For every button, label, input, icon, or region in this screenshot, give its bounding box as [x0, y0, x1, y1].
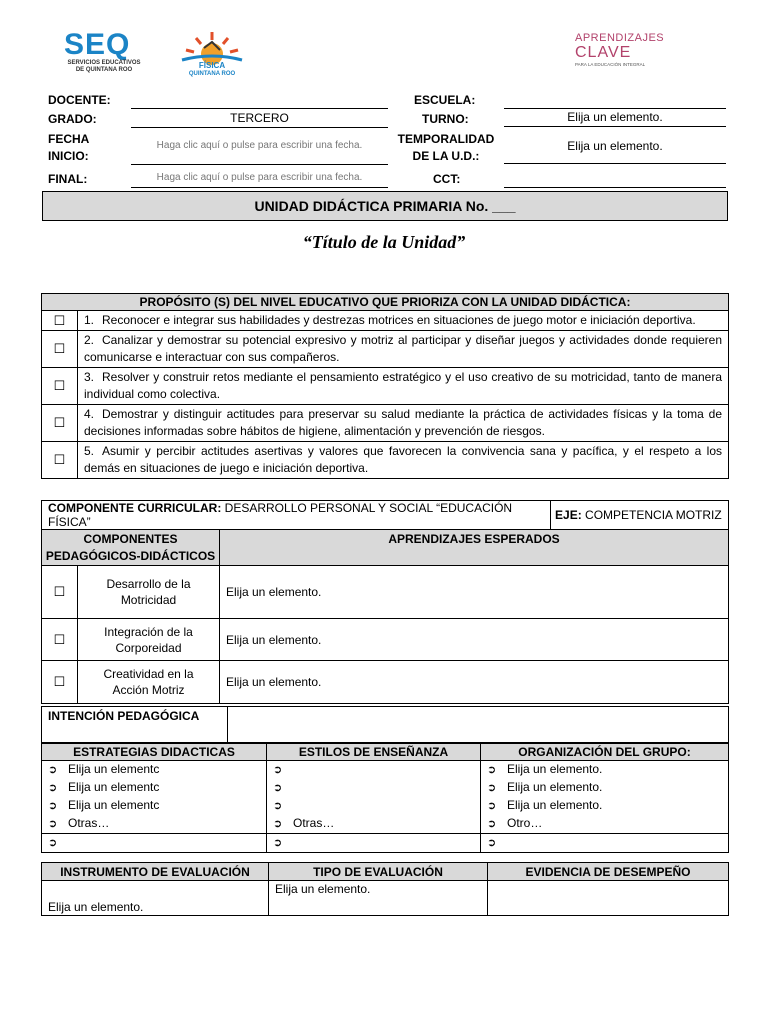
- purpose-text: [78, 368, 729, 405]
- componente-curricular-cell: [42, 501, 551, 530]
- componentes-header-line-1: COMPONENTES: [83, 531, 178, 546]
- purpose-number: 5.: [84, 444, 95, 458]
- purpose-description: Reconocer e integrar sus habilidades y destrezas motrices en situaciones de juego motor e iniciación deportiva.: [102, 313, 696, 327]
- componente-row: [42, 619, 729, 661]
- organizacion-item[interactable]: [481, 833, 728, 852]
- escuela-field[interactable]: [504, 94, 726, 109]
- estrategia-value: Elija un elementc: [68, 762, 160, 776]
- arrow-icon: ➲: [273, 764, 283, 776]
- seq-logo-text: SEQ: [64, 28, 131, 61]
- curricular-table: [41, 500, 729, 704]
- turno-label: TURNO:: [422, 112, 469, 126]
- ak-logo-main: CLAVE: [575, 44, 632, 61]
- unit-heading: UNIDAD DIDÁCTICA PRIMARIA No. ___: [42, 191, 728, 221]
- organizacion-value: Elija un elemento.: [507, 762, 603, 776]
- aprendizaje-dropdown[interactable]: Elija un elemento.: [220, 661, 729, 704]
- componente-name: [78, 619, 220, 661]
- arrow-icon: ➲: [487, 782, 497, 794]
- componente-name-line-2: Corporeidad: [115, 640, 182, 655]
- ef-logo-line-1: FÍSICA: [198, 61, 226, 70]
- arrow-icon: ➲: [48, 837, 58, 849]
- estilos-header: ESTILOS DE ENSEÑANZA: [267, 744, 481, 761]
- tipo-header: TIPO DE EVALUACIÓN: [269, 863, 488, 881]
- temporalidad-label: [396, 131, 496, 165]
- instrumento-header: INSTRUMENTO DE EVALUACIÓN: [42, 863, 269, 881]
- fecha-final-field[interactable]: Haga clic aquí o pulse para escribir una fecha.: [131, 172, 388, 188]
- estrategia-value: Elija un elementc: [68, 780, 160, 794]
- arrow-icon: ➲: [273, 800, 283, 812]
- estrategia-item[interactable]: [42, 761, 266, 779]
- intencion-label: INTENCIÓN PEDAGÓGICA: [42, 707, 228, 743]
- componente-row: [42, 661, 729, 704]
- purpose-number: 2.: [84, 333, 95, 347]
- purpose-row: [42, 368, 729, 405]
- componente-checkbox[interactable]: ☐: [42, 619, 78, 661]
- eje-value: COMPETENCIA MOTRIZ: [585, 508, 722, 522]
- organizacion-value: Elija un elemento.: [507, 798, 603, 812]
- turno-dropdown[interactable]: Elija un elemento.: [504, 110, 726, 127]
- purpose-checkbox[interactable]: ☐: [42, 368, 78, 405]
- ak-logo-top: APRENDIZAJES: [575, 32, 665, 44]
- strategies-table: [41, 743, 729, 853]
- estrategia-item[interactable]: [42, 797, 266, 815]
- ef-logo-line-2: QUINTANA ROO: [188, 71, 236, 77]
- evidencia-field[interactable]: [488, 881, 729, 916]
- seq-logo: [64, 30, 144, 74]
- cct-label: CCT:: [433, 172, 461, 186]
- organizacion-list: [481, 761, 729, 853]
- purpose-checkbox[interactable]: ☐: [42, 311, 78, 331]
- estrategia-value: Otras…: [68, 816, 110, 830]
- componente-value: DESARROLLO PERSONAL Y SOCIAL “EDUCACIÓN FÍSICA”: [48, 501, 513, 529]
- tipo-dropdown[interactable]: Elija un elemento.: [269, 881, 488, 916]
- organizacion-item[interactable]: [481, 797, 728, 815]
- componente-name-line-1: Desarrollo de la: [106, 577, 191, 591]
- estilo-item[interactable]: [267, 833, 480, 852]
- purpose-text: [78, 331, 729, 368]
- componente-name-line-1: Creatividad en la: [103, 667, 194, 681]
- intencion-table: [41, 706, 729, 743]
- arrow-icon: ➲: [273, 782, 283, 794]
- purpose-description: Resolver y construir retos mediante el pensamiento estratégico y el uso creativo de su motricidad, tanto de manera individual como colectiva.: [84, 370, 723, 401]
- componente-name: [78, 661, 220, 704]
- arrow-icon: ➲: [487, 764, 497, 776]
- estilos-list: [267, 761, 481, 853]
- fecha-inicio-label: [48, 131, 89, 165]
- purpose-row: [42, 311, 729, 331]
- organizacion-value: Elija un elemento.: [507, 780, 603, 794]
- componente-label: COMPONENTE CURRICULAR:: [48, 501, 222, 515]
- cct-field[interactable]: [504, 172, 726, 188]
- estrategia-value: Elija un elementc: [68, 798, 160, 812]
- estilo-item[interactable]: [267, 761, 480, 779]
- temporalidad-label-line-2: DE LA U.D.:: [412, 149, 480, 163]
- estilo-item[interactable]: [267, 779, 480, 797]
- arrow-icon: ➲: [48, 782, 58, 794]
- arrow-icon: ➲: [273, 837, 283, 849]
- instrumento-dropdown[interactable]: Elija un elemento.: [42, 881, 269, 916]
- intencion-field[interactable]: [228, 707, 729, 743]
- eje-label: EJE:: [555, 508, 582, 522]
- organizacion-item[interactable]: [481, 815, 728, 833]
- evidencia-header: EVIDENCIA DE DESEMPEÑO: [488, 863, 729, 881]
- purpose-row: [42, 331, 729, 368]
- estrategia-item[interactable]: [42, 833, 266, 852]
- educacion-fisica-logo: [172, 28, 252, 78]
- final-label: FINAL:: [48, 172, 88, 186]
- estrategias-header: ESTRATEGIAS DIDACTICAS: [42, 744, 267, 761]
- escuela-label: ESCUELA:: [414, 93, 476, 107]
- arrow-icon: ➲: [48, 764, 58, 776]
- arrow-icon: ➲: [487, 837, 497, 849]
- organizacion-value: Otro…: [507, 816, 543, 830]
- arrow-icon: ➲: [48, 800, 58, 812]
- arrow-icon: ➲: [273, 818, 283, 830]
- purpose-description: Demostrar y distinguir actitudes para preservar su salud mediante la práctica de actividades físicas y la toma de decisiones informadas sobre hábitos de higiene, alimentación y prevención de riesgos.: [84, 407, 723, 438]
- fecha-label-line-2: INICIO:: [48, 149, 89, 163]
- purposes-table: [41, 293, 729, 479]
- purpose-description: Canalizar y demostrar su potencial expresivo y motriz al participar y diseñar juegos y actividades donde requieren comunicarse e interactuar con sus compañeros.: [84, 333, 723, 364]
- purpose-checkbox[interactable]: ☐: [42, 405, 78, 442]
- estrategia-item[interactable]: [42, 779, 266, 797]
- unit-title[interactable]: “Título de la Unidad”: [302, 232, 466, 252]
- componente-name-line-2: Acción Motriz: [112, 683, 185, 697]
- organizacion-item[interactable]: [481, 779, 728, 797]
- temporalidad-label-line-1: TEMPORALIDAD: [397, 132, 495, 146]
- seq-logo-subtitle-2: DE QUINTANA ROO: [75, 67, 133, 73]
- purpose-number: 4.: [84, 407, 95, 421]
- ak-logo-sub: PARA LA EDUCACIÓN INTEGRAL: [575, 62, 646, 67]
- purpose-number: 1.: [84, 313, 95, 327]
- fecha-inicio-field[interactable]: Haga clic aquí o pulse para escribir una fecha.: [131, 140, 388, 165]
- arrow-icon: ➲: [487, 800, 497, 812]
- estilo-item[interactable]: [267, 815, 480, 833]
- purpose-checkbox[interactable]: ☐: [42, 331, 78, 368]
- componente-row: [42, 566, 729, 619]
- purpose-description: Asumir y percibir actitudes asertivas y valores que favorecen la convivencia sana y pacífica, y el respeto a los demás en situaciones de juego e iniciación deportiva.: [84, 444, 723, 475]
- purposes-heading: PROPÓSITO (S) DEL NIVEL EDUCATIVO QUE PRIORIZA CON LA UNIDAD DIDÁCTICA:: [42, 294, 729, 311]
- purpose-number: 3.: [84, 370, 95, 384]
- componentes-header: [42, 530, 220, 566]
- organizacion-item[interactable]: [481, 761, 728, 779]
- purpose-text: [78, 442, 729, 479]
- arrow-icon: ➲: [487, 818, 497, 830]
- componente-checkbox[interactable]: ☐: [42, 566, 78, 619]
- purpose-text: [78, 311, 729, 331]
- fecha-label-line-1: FECHA: [48, 132, 90, 146]
- purpose-text: [78, 405, 729, 442]
- aprendizaje-dropdown[interactable]: Elija un elemento.: [220, 619, 729, 661]
- purpose-row: [42, 405, 729, 442]
- grado-label: GRADO:: [48, 112, 97, 126]
- seq-logo-subtitle-1: SERVICIOS EDUCATIVOS: [67, 60, 141, 66]
- docente-label: DOCENTE:: [48, 93, 111, 107]
- aprendizaje-dropdown[interactable]: Elija un elemento.: [220, 566, 729, 619]
- eje-cell: [551, 501, 729, 530]
- evaluation-table: [41, 862, 729, 916]
- docente-field[interactable]: [131, 94, 388, 109]
- componentes-header-line-2: PEDAGÓGICOS-DIDÁCTICOS: [45, 548, 216, 563]
- arrow-icon: ➲: [48, 818, 58, 830]
- temporalidad-dropdown[interactable]: Elija un elemento.: [504, 139, 726, 164]
- componente-name: [78, 566, 220, 619]
- componente-checkbox[interactable]: ☐: [42, 661, 78, 704]
- aprendizajes-clave-logo: [575, 32, 664, 68]
- componente-name-line-1: Integración de la: [104, 624, 193, 639]
- grado-field[interactable]: TERCERO: [131, 111, 388, 128]
- aprendizajes-header: APRENDIZAJES ESPERADOS: [220, 530, 729, 566]
- componente-name-line-2: Motricidad: [120, 593, 177, 607]
- estilo-value: Otras…: [293, 816, 335, 830]
- purpose-checkbox[interactable]: ☐: [42, 442, 78, 479]
- estilo-item[interactable]: [267, 797, 480, 815]
- estrategias-list: [42, 761, 267, 853]
- estrategia-item[interactable]: [42, 815, 266, 833]
- purpose-row: [42, 442, 729, 479]
- organizacion-header: ORGANIZACIÓN DEL GRUPO:: [481, 744, 729, 761]
